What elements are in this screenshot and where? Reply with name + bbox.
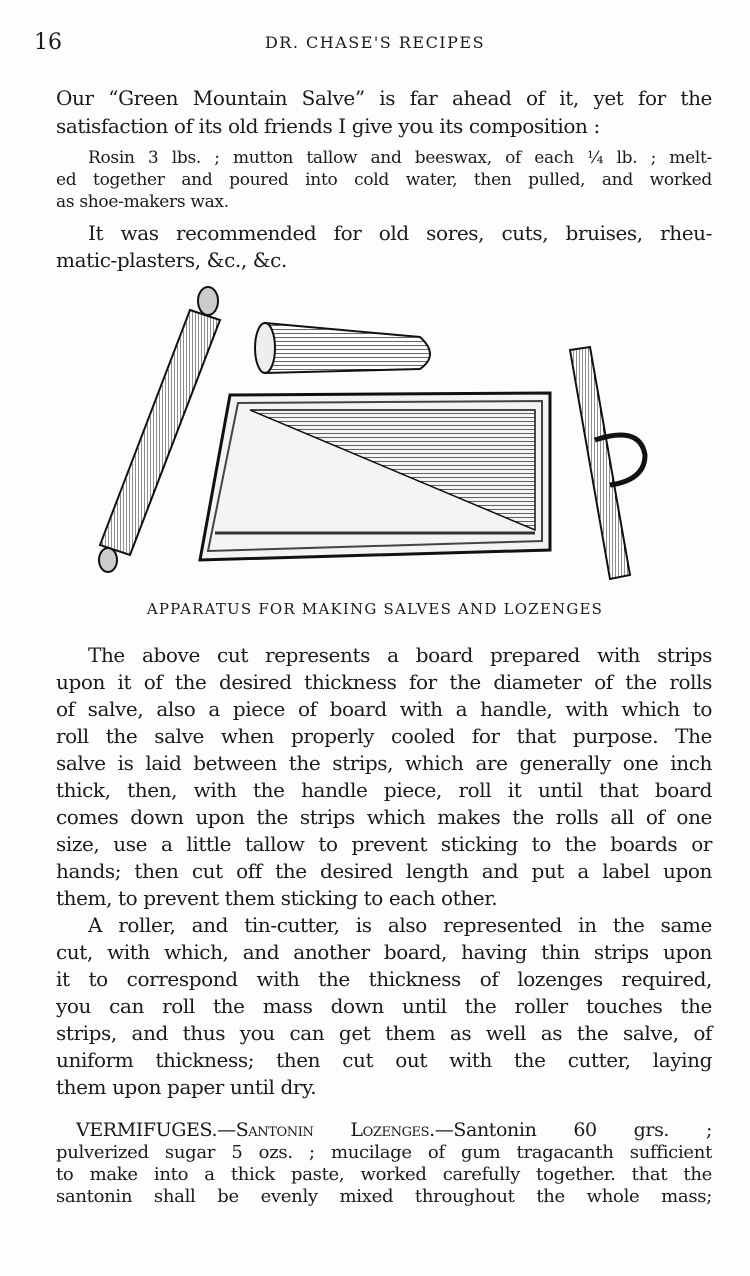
text-line: comes down upon the strips which makes the rolls all of one: [56, 805, 712, 829]
apparatus-illustration: [90, 285, 680, 585]
text-line: pulverized sugar 5 ozs. ; mucilage of gum tragacanth sufficient: [56, 1142, 712, 1163]
text-line: ed together and poured into cold water, then pulled, and worked: [56, 170, 712, 190]
section-heading-line: VERMIFUGES.—Santonin Lozenges.—Santonin 60 grs. ;: [76, 1119, 712, 1141]
text-line: them upon paper until dry.: [56, 1075, 317, 1099]
text-fragment: Santonin 60 grs. ;: [453, 1119, 712, 1141]
text-line: cut, with which, and another board, having thin strips upon: [56, 940, 712, 964]
text-line: strips, and thus you can get them as well as the salve, of: [56, 1021, 712, 1045]
text-line: santonin shall be evenly mixed throughout the whole mass;: [56, 1186, 712, 1207]
text-line: satisfaction of its old friends I give you its composition :: [56, 114, 600, 138]
text-line: The above cut represents a board prepared with strips: [88, 643, 712, 667]
running-title: DR. CHASE'S RECIPES: [264, 33, 486, 52]
text-line: uniform thickness; then cut out with the cutter, laying: [56, 1048, 712, 1072]
salve-roll: [255, 323, 430, 373]
text-line: as shoe-makers wax.: [56, 192, 229, 212]
text-line: roll the salve when properly cooled for that purpose. The: [56, 724, 712, 748]
text-line: salve is laid between the strips, which are generally one inch: [56, 751, 712, 775]
text-line: it to correspond with the thickness of lozenges required,: [56, 967, 712, 991]
text-line: of salve, also a piece of board with a handle, with which to: [56, 697, 712, 721]
salve-board: [200, 393, 550, 560]
text-line: size, use a little tallow to prevent sticking to the boards or: [56, 832, 712, 856]
page-number: 16: [34, 30, 62, 55]
figure-caption: APPARATUS FOR MAKING SALVES AND LOZENGES: [146, 600, 604, 618]
handle-board: [570, 347, 645, 579]
text-line: Rosin 3 lbs. ; mutton tallow and beeswax, of each ¼ lb. ; melt-: [88, 148, 712, 168]
text-line: to make into a thick paste, worked carefully together. that the: [56, 1164, 712, 1185]
text-line: Our “Green Mountain Salve” is far ahead of it, yet for the: [56, 86, 712, 110]
text-line: A roller, and tin-cutter, is also represented in the same: [88, 913, 712, 937]
text-line: thick, then, with the handle piece, roll it until that board: [56, 778, 712, 802]
text-line: you can roll the mass down until the roller touches the: [56, 994, 712, 1018]
section-heading: VERMIFUGES.: [76, 1119, 218, 1141]
rolling-pin: [99, 287, 220, 572]
text-line: It was recommended for old sores, cuts, bruises, rheu-: [88, 221, 712, 245]
text-line: them, to prevent them sticking to each other.: [56, 886, 498, 910]
text-line: hands; then cut off the desired length and put a label upon: [56, 859, 712, 883]
recipe-title: Santonin Lozenges.: [235, 1119, 435, 1141]
text-line: matic-plasters, &c., &c.: [56, 248, 287, 272]
text-line: upon it of the desired thickness for the diameter of the rolls: [56, 670, 712, 694]
